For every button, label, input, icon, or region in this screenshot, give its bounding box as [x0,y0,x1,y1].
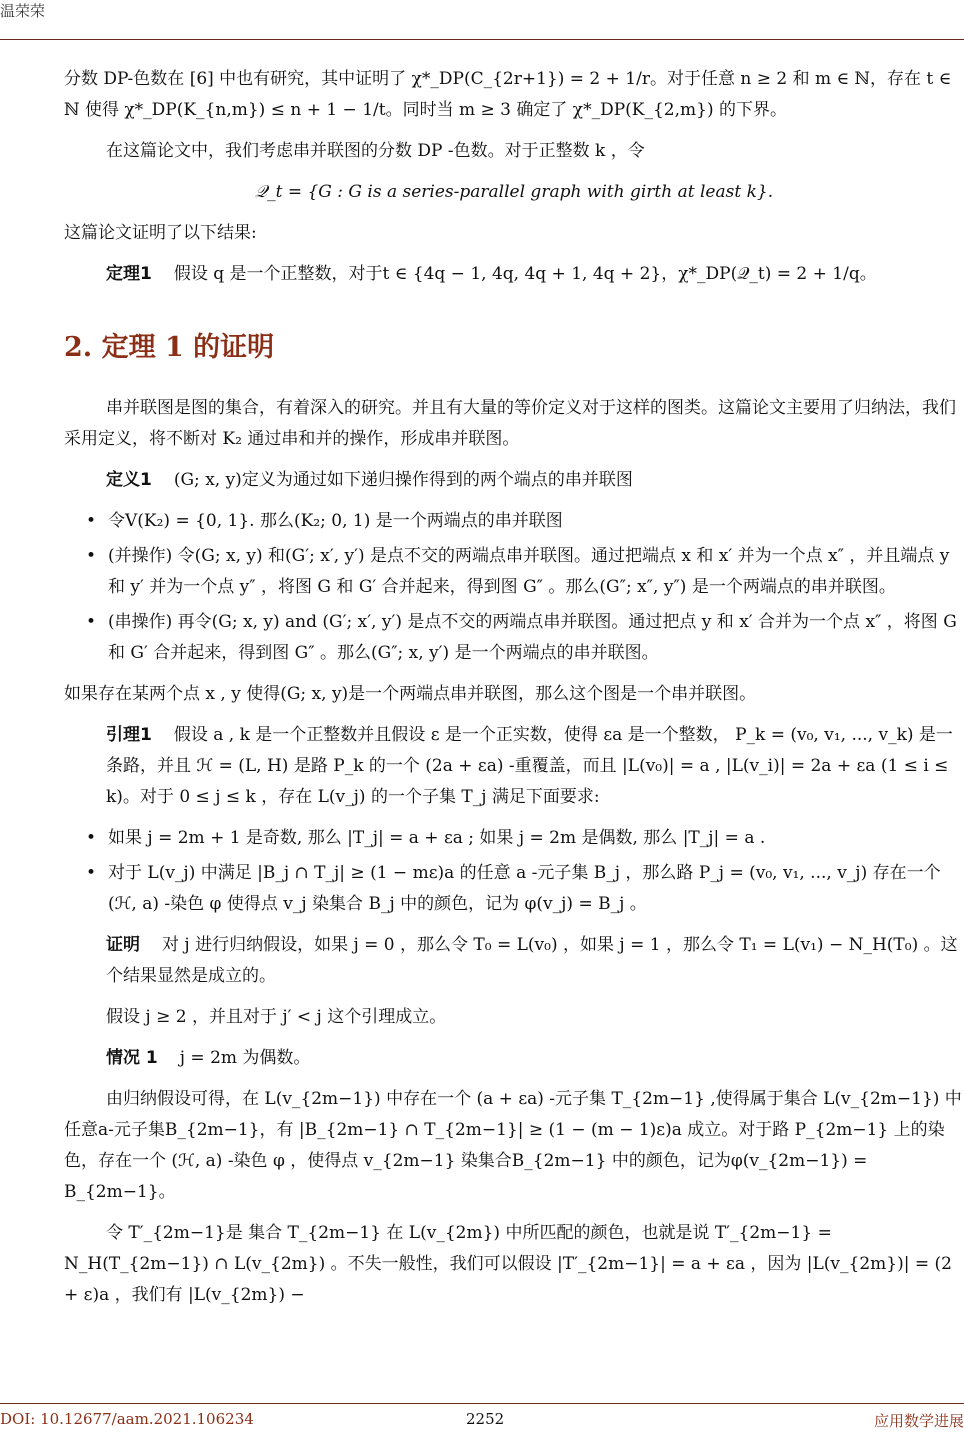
bullet-icon: • [86,612,97,632]
case-1-paragraph-1: 由归纳假设可得，在 L(v_{2m−1}) 中存在一个 (a + εa) -元子集 T_{2m−1} ,使得属于集合 L(v_{2m−1}) 中任意a-元子集B_{2m−1}，有 |B_{2m−1} ∩ T_{2m−1}| ≥ (1 − (m − 1)ε)a 成立。对于路 P_{2m−1} 上的染色，存在一个 (ℋ, a) -染色 φ ，使得点 v_{2m−1} 染集合B_{2m−1} 中的颜色，记为φ(v_{2m−1}) = B_{2m−1}。 [64,1089,962,1202]
theorem-1-label: 定理1 [106,264,152,284]
after-definition-paragraph: 如果存在某两个点 x , y 使得(G; x, y)是一个两端点串并联图，那么这个图是一个串并联图。 [64,684,757,704]
lemma-1-text: 假设 a , k 是一个正整数并且假设 ε 是一个正实数，使得 εa 是一个整数， P_k = (v₀, v₁, ..., v_k) 是一条路，并且 ℋ = (L, H) 是路 P_k 的一个 (2a + εa) -重覆盖，而且 |L(v₀)| = a , |L(v_i)| = 2a + εa (1 ≤ i ≤ k)。对于 0 ≤ j ≤ k ，存在 L(v_j) 的一个子集 T_j 满足下面要求: [106,725,953,807]
bullet-icon: • [86,863,97,883]
intro-paragraph-1: 分数 DP-色数在 [6] 中也有研究，其中证明了 χ*_DP(C_{2r+1}) = 2 + 1/r。对于任意 n ≥ 2 和 m ∈ ℕ，存在 t ∈ ℕ 使得 χ*_DP(K_{n,m}) ≤ n + 1 − 1/t。同时当 m ≥ 3 确定了 χ*_DP(K_{2,m}) 的下界。 [64,69,952,120]
footer-rule [0,1403,964,1404]
theorem-1 [64,259,964,290]
proof-text: 对 j 进行归纳假设，如果 j = 0 ，那么令 T₀ = L(v₀) ，如果 j = 1 ，那么令 T₁ = L(v₁) − N_H(T₀) 。这个结果显然是成立的。 [106,935,958,986]
lemma-1-label: 引理1 [106,725,152,745]
list-item: • 令V(K₂) = {0, 1}. 那么(K₂; 0, 1) 是一个两端点的串并联图 [108,506,964,537]
lemma-1 [64,720,964,813]
definition-1-text: (G; x, y)定义为通过如下递归操作得到的两个端点的串并联图 [173,470,633,490]
list-item: • (串操作) 再令(G; x, y) and (G′; x′, y′) 是点不交的两端点串并联图。通过把点 y 和 x′ 合并为一个点 x″ ，将图 G 和 G′ 合并起来，得到图 G″ 。那么(G″; x, y′) 是一个两端点的串并联图。 [108,607,964,669]
display-equation-set: 𝒬_t = {G : G is a series-parallel graph with girth at least k}. [254,182,774,202]
bullet-icon: • [86,546,97,566]
theorem-1-text: 假设 q 是一个正整数，对于t ∈ {4q − 1, 4q, 4q + 1, 4q + 2}，χ*_DP(𝒬_t) = 2 + 1/q。 [173,264,877,284]
definition-1 [64,465,964,496]
running-header-author: 温荣荣 [0,2,46,20]
list-item: • 对于 L(v_j) 中满足 |B_j ∩ T_j| ≥ (1 − mε)a 的任意 a -元子集 B_j ，那么路 P_j = (v₀, v₁, ..., v_j) 存在一个 (ℋ, a) -染色 φ 使得点 v_j 染集合 B_j 中的颜色，记为 φ(v_j) = B_j 。 [108,858,964,920]
footer-page-number: 2252 [466,1410,505,1428]
bullet-icon: • [86,828,97,848]
intro-paragraph-2: 在这篇论文中，我们考虑串并联图的分数 DP -色数。对于正整数 k ，令 [106,141,645,161]
footer-journal-name: 应用数学进展 [873,1412,964,1430]
section-2-title: 2. 定理 1 的证明 [64,332,275,363]
lemma-1-list [64,823,964,920]
proof-paragraph-2: 假设 j ≥ 2 ，并且对于 j′ < j 这个引理成立。 [106,1007,447,1027]
definition-1-label: 定义1 [106,470,152,490]
bullet-icon: • [86,511,97,531]
page-body [64,64,964,1321]
footer-doi: DOI: 10.12677/aam.2021.106234 [0,1410,254,1428]
list-item: • (并操作) 令(G; x, y) 和(G′; x′, y′) 是点不交的两端点串并联图。通过把端点 x 和 x′ 并为一个点 x″ ，并且端点 y 和 y′ 并为一个点 y″ ，将图 G 和 G′ 合并起来，得到图 G″ 。那么(G″; x″, y″) 是一个两端点的串并联图。 [108,541,964,603]
definition-1-list [64,506,964,669]
proof-label: 证明 [106,935,140,955]
case-1-paragraph-2: 令 T′_{2m−1}是 集合 T_{2m−1} 在 L(v_{2m}) 中所匹配的颜色，也就是说 T′_{2m−1} = N_H(T_{2m−1}) ∩ L(v_{2m}) 。不失一般性，我们可以假设 |T′_{2m−1}| = a + εa ，因为 |L(v_{2m})| = (2 + ε)a ，我们有 |L(v_{2m}) − [64,1223,952,1305]
section-2-paragraph-1: 串并联图是图的集合，有着深入的研究。并且有大量的等价定义对于这样的图类。这篇论文主要用了归纳法，我们采用定义，将不断对 K₂ 通过串和并的操作，形成串并联图。 [64,398,956,449]
list-item: • 如果 j = 2m + 1 是奇数, 那么 |T_j| = a + εa ; 如果 j = 2m 是偶数, 那么 |T_j| = a . [108,823,964,854]
case-1-heading [64,1043,964,1074]
header-rule [0,39,964,40]
intro-paragraph-3: 这篇论文证明了以下结果: [64,223,257,243]
proof-paragraph [64,930,964,992]
case-1-label: 情况 1 [106,1048,158,1068]
case-1-text: j = 2m 为偶数。 [179,1048,311,1068]
